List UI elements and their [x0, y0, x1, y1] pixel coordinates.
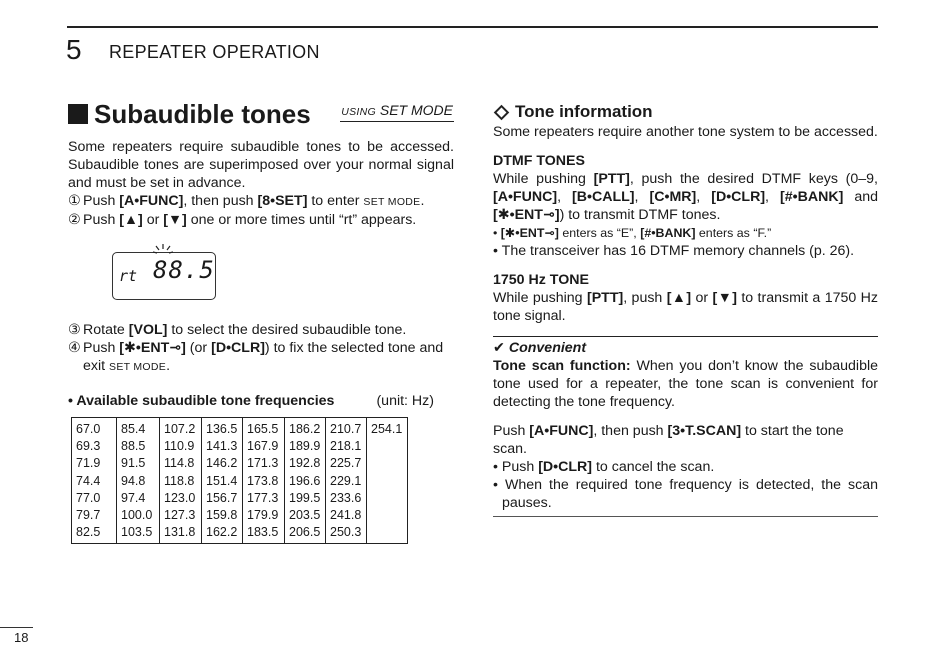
lcd-rt-label: rt	[119, 267, 138, 285]
table-unit: (unit: Hz)	[376, 393, 434, 409]
table-cell: 88.5	[117, 438, 160, 455]
table-cell: 177.3	[243, 490, 285, 507]
table-title: • Available subaudible tone frequencies	[68, 393, 335, 409]
end-rule	[493, 516, 878, 517]
key-func: [A•FUNC]	[119, 193, 184, 209]
key-clr: [D•CLR]	[211, 340, 265, 356]
convenient-box	[493, 336, 878, 517]
table-cell: 162.2	[202, 524, 243, 544]
table-cell: 91.5	[117, 455, 160, 472]
table-cell: 82.5	[72, 524, 117, 544]
dtmf-note-2: • The transceiver has 16 DTMF memory channels (p. 26).	[493, 243, 855, 259]
table-cell: 100.0	[117, 507, 160, 524]
right-column	[493, 101, 878, 517]
table-cell	[367, 524, 408, 544]
table-cell: 189.9	[285, 438, 326, 455]
table-cell: 167.9	[243, 438, 285, 455]
table-cell: 67.0	[72, 418, 117, 439]
tone-scan-text: Tone scan function: When you don’t know the subaudible tone used for a repeater, the tone scan is convenient for detecting the tone frequency.	[493, 358, 878, 410]
lcd-display	[112, 252, 216, 300]
lcd-tone-value: 88.5	[153, 256, 215, 284]
table-cell: 94.8	[117, 473, 160, 490]
dtmf-note-1: • [✱•ENT⊸] enters as “E”, [#•BANK] enters as “F.”	[493, 226, 772, 240]
chapter-number: 5	[66, 34, 82, 65]
table-cell: 69.3	[72, 438, 117, 455]
table-cell: 165.5	[243, 418, 285, 439]
table-cell: 203.5	[285, 507, 326, 524]
table-cell: 71.9	[72, 455, 117, 472]
table-cell: 183.5	[243, 524, 285, 544]
square-bullet-icon	[68, 104, 88, 124]
table-cell: 171.3	[243, 455, 285, 472]
key-ent: [✱•ENT⊸]	[119, 340, 186, 356]
step-4: ④ Push [✱•ENT⊸] (or [D•CLR]) to fix the selected tone and exit SET MODE.	[68, 340, 444, 374]
table-cell: 206.5	[285, 524, 326, 544]
table-cell: 107.2	[160, 418, 202, 439]
page-number: 18	[14, 630, 29, 645]
table-cell: 77.0	[72, 490, 117, 507]
table-row	[72, 524, 408, 544]
table-cell: 118.8	[160, 473, 202, 490]
key-set: [8•SET]	[257, 193, 308, 209]
table-cell: 229.1	[326, 473, 367, 490]
convenient-label: ✔ Convenient	[493, 340, 587, 356]
table-cell: 79.7	[72, 507, 117, 524]
table-row	[72, 418, 408, 439]
step-3: ③ Rotate [VOL] to select the desired subaudible tone.	[68, 322, 407, 338]
using-set-mode-tag: USING SET MODE	[340, 102, 454, 122]
table-cell: 159.8	[202, 507, 243, 524]
key-up: [▲]	[119, 212, 143, 228]
table-cell	[367, 455, 408, 472]
tone-scan-bullet-1: • Push [D•CLR] to cancel the scan.	[493, 459, 715, 475]
table-cell: 233.6	[326, 490, 367, 507]
dtmf-text: While pushing [PTT], push the desired DTMF keys (0–9, [A•FUNC], [B•CALL], [C•MR], [D•CLR], [#•BANK] and [✱•ENT⊸]) to transmit DTMF tones.	[493, 171, 879, 223]
tone-info-intro: Some repeaters require another tone system to be accessed.	[493, 124, 878, 140]
table-cell: 97.4	[117, 490, 160, 507]
table-cell: 199.5	[285, 490, 326, 507]
tone-scan-push: Push [A•FUNC], then push [3•T.SCAN] to start the tone scan.	[493, 423, 844, 457]
table-cell: 151.4	[202, 473, 243, 490]
table-cell: 141.3	[202, 438, 243, 455]
table-cell: 192.8	[285, 455, 326, 472]
table-cell: 146.2	[202, 455, 243, 472]
tone-scan-bullet-2: • When the required tone frequency is detected, the scan pauses.	[493, 477, 878, 511]
table-cell: 156.7	[202, 490, 243, 507]
table-cell: 196.6	[285, 473, 326, 490]
table-cell: 254.1	[367, 418, 408, 439]
tone1750-text: While pushing [PTT], push [▲] or [▼] to transmit a 1750 Hz tone signal.	[493, 290, 878, 324]
table-cell: 241.8	[326, 507, 367, 524]
page-number-rule	[0, 627, 33, 628]
key-down: [▼]	[163, 212, 187, 228]
table-cell: 127.3	[160, 507, 202, 524]
table-cell: 179.9	[243, 507, 285, 524]
table-cell: 218.1	[326, 438, 367, 455]
table-cell	[367, 438, 408, 455]
tone-information-heading: Tone information	[493, 101, 878, 123]
diamond-icon	[494, 104, 510, 120]
table-cell: 85.4	[117, 418, 160, 439]
table-row	[72, 507, 408, 524]
table-cell: 210.7	[326, 418, 367, 439]
section-title: Subaudible tones	[94, 99, 311, 129]
table-cell: 131.8	[160, 524, 202, 544]
key-vol: [VOL]	[128, 322, 168, 338]
tone1750-heading: 1750 Hz TONE	[493, 272, 589, 288]
chapter-title: REPEATER OPERATION	[109, 42, 320, 62]
table-cell: 136.5	[202, 418, 243, 439]
table-caption	[68, 392, 434, 410]
table-cell: 103.5	[117, 524, 160, 544]
table-row	[72, 490, 408, 507]
step-1: ① Push [A•FUNC], then push [8•SET] to enter SET MODE.	[68, 193, 425, 209]
table-cell	[367, 507, 408, 524]
table-cell: 173.8	[243, 473, 285, 490]
table-cell	[367, 490, 408, 507]
dtmf-heading: DTMF TONES	[493, 153, 585, 169]
left-column	[68, 98, 454, 544]
table-row	[72, 473, 408, 490]
table-cell: 123.0	[160, 490, 202, 507]
table-cell	[367, 473, 408, 490]
blink-indicator-icon	[153, 243, 173, 255]
table-cell: 186.2	[285, 418, 326, 439]
subaudible-heading	[68, 98, 454, 128]
intro-text: Some repeaters require subaudible tones to be accessed. Subaudible tones are superimposed over your normal signal and must be set in advance.	[68, 139, 454, 191]
table-cell: 225.7	[326, 455, 367, 472]
table-cell: 250.3	[326, 524, 367, 544]
top-rule	[67, 26, 878, 28]
table-cell: 110.9	[160, 438, 202, 455]
table-row	[72, 438, 408, 455]
table-row	[72, 455, 408, 472]
tone-frequency-table	[71, 417, 408, 544]
table-cell: 114.8	[160, 455, 202, 472]
table-cell: 74.4	[72, 473, 117, 490]
step-2: ② Push [▲] or [▼] one or more times until “rt” appears.	[68, 212, 417, 228]
